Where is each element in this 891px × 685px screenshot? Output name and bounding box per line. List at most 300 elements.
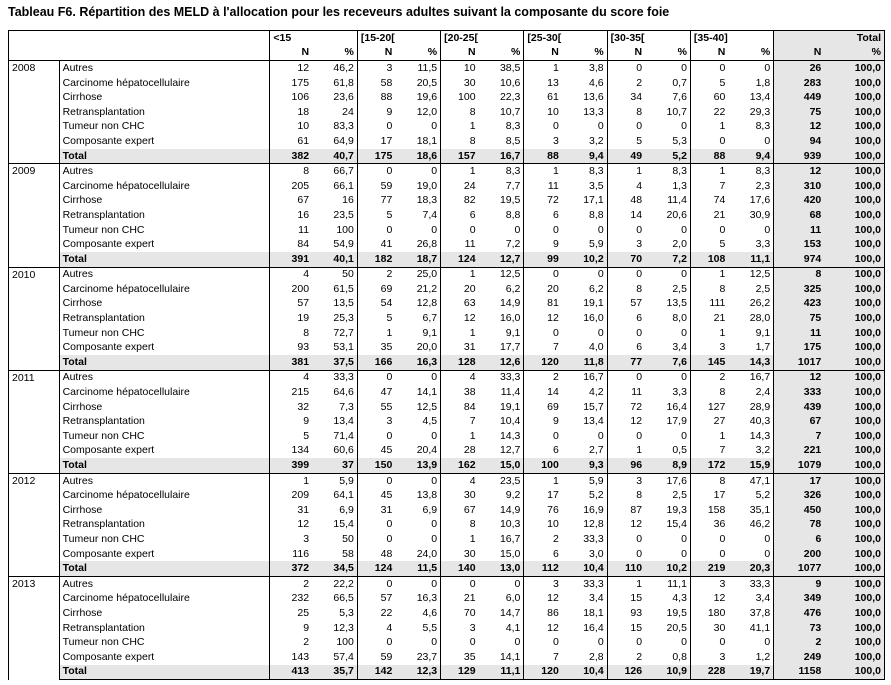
cell-pct: 11,8 [562, 355, 607, 370]
cell-pct: 100,0 [824, 665, 884, 680]
cell-pct: 100,0 [824, 518, 884, 533]
year-cell: 2011 [9, 370, 60, 473]
cell-pct: 12,8 [416, 297, 438, 310]
cell-n: 11 [774, 223, 825, 238]
cell-pct: 18,7 [395, 252, 440, 267]
cell-n: 17 [690, 488, 728, 503]
cell-pct: 16,7 [562, 370, 607, 385]
cell-pct: 8,0 [672, 312, 687, 325]
cell-n: 94 [774, 134, 825, 149]
cell-pct: 8,9 [645, 458, 690, 473]
total-row [9, 561, 885, 576]
cell-pct: 8,3 [562, 164, 607, 179]
cell-pct: 3,3 [672, 386, 687, 399]
table-row [9, 61, 885, 76]
cell-n: 4 [270, 370, 312, 385]
cell-n: 112 [524, 561, 562, 576]
cell-n: 17 [524, 488, 562, 503]
row-label: Carcinome hépatocellulaire [62, 386, 190, 399]
cell-pct: 100,0 [824, 355, 884, 370]
cell-pct: 4,3 [672, 592, 687, 605]
cell-pct: 11,4 [500, 386, 521, 399]
cell-pct: 29,3 [749, 105, 771, 118]
cell-pct: 46,2 [749, 518, 771, 531]
cell-pct: 14,9 [499, 297, 521, 310]
sub-header-n: N [607, 46, 645, 61]
table-row [9, 179, 885, 194]
cell-pct: 10,9 [645, 665, 690, 680]
cell-n: 2 [524, 370, 562, 385]
year-cell: 2009 [9, 164, 60, 267]
row-label: Carcinome hépatocellulaire [62, 76, 190, 89]
sub-header-pct: % [395, 46, 440, 61]
cell-n: 75 [774, 105, 825, 120]
cell-pct: 40,1 [312, 252, 357, 267]
cell-pct: 100,0 [824, 576, 884, 591]
cell-n: 1 [607, 444, 645, 459]
cell-pct: 1,7 [755, 341, 771, 354]
cell-n: 22 [690, 105, 728, 120]
cell-pct: 100,0 [824, 223, 884, 238]
row-label: Cirrhose [62, 503, 103, 516]
cell-n: 8 [270, 326, 312, 341]
year-cell: 2012 [9, 473, 60, 576]
cell-pct: 8,3 [505, 120, 521, 133]
cell-n: 30 [441, 76, 479, 91]
row-label: Cirrhose [62, 297, 103, 310]
sub-header-n: N [357, 46, 395, 61]
cell-n: 9 [524, 414, 562, 429]
cell-n: 20 [524, 282, 562, 297]
cell-pct: 8,5 [505, 134, 521, 147]
cell-pct: 12,7 [479, 252, 524, 267]
cell-n: 5 [607, 134, 645, 149]
cell-pct: 0 [431, 636, 438, 649]
header-blank [9, 31, 60, 46]
cell-pct: 12,0 [416, 105, 438, 118]
cell-pct: 100,0 [824, 90, 884, 105]
cell-pct: 10,4 [499, 415, 521, 428]
cell-pct: 100,0 [824, 385, 884, 400]
cell-n: 1 [690, 429, 728, 444]
cell-n: 0 [607, 223, 645, 238]
row-label: Carcinome hépatocellulaire [62, 179, 190, 192]
cell-pct: 4,5 [422, 415, 438, 428]
cell-pct: 64,1 [333, 489, 354, 502]
cell-n: 99 [524, 252, 562, 267]
cell-pct: 3,2 [589, 134, 604, 147]
cell-pct: 5,9 [589, 238, 604, 251]
cell-n: 8 [270, 164, 312, 179]
cell-n: 0 [690, 532, 728, 547]
cell-pct: 18,1 [583, 606, 604, 619]
cell-n: 0 [524, 326, 562, 341]
cell-pct: 24,0 [416, 547, 438, 560]
cell-n: 129 [441, 665, 479, 680]
group-header: [30-35[ [607, 31, 690, 46]
cell-n: 100 [441, 90, 479, 105]
cell-pct: 0 [479, 576, 524, 591]
cell-pct: 0 [597, 429, 604, 442]
cell-n: 450 [774, 503, 825, 518]
cell-pct: 46,2 [312, 61, 357, 76]
cell-pct: 19,3 [666, 503, 687, 516]
cell-n: 1017 [774, 355, 825, 370]
cell-pct: 9,4 [562, 149, 607, 164]
cell-n: 11 [607, 385, 645, 400]
cell-pct: 20,5 [666, 621, 687, 634]
cell-n: 382 [270, 149, 312, 164]
cell-n: 111 [690, 297, 728, 312]
cell-n: 16 [270, 208, 312, 223]
cell-pct: 1,8 [755, 76, 771, 89]
cell-pct: 4,0 [589, 341, 604, 354]
cell-n: 12 [774, 370, 825, 385]
cell-pct: 0 [764, 547, 771, 560]
cell-pct: 11,1 [728, 252, 773, 267]
cell-n: 67 [270, 194, 312, 209]
row-label: Tumeur non CHC [62, 120, 145, 133]
cell-n: 26 [774, 61, 825, 76]
cell-n: 61 [524, 90, 562, 105]
cell-n: 0 [357, 576, 395, 591]
cell-n: 12 [441, 311, 479, 326]
cell-pct: 22,3 [499, 91, 521, 104]
sub-header-n: N [270, 46, 312, 61]
cell-n: 0 [607, 267, 645, 282]
cell-n: 1 [441, 120, 479, 135]
cell-n: 8 [607, 282, 645, 297]
cell-pct: 10,2 [562, 252, 607, 267]
cell-n: 1 [441, 326, 479, 341]
cell-n: 0 [441, 635, 479, 650]
cell-n: 8 [690, 282, 728, 297]
cell-pct: 54,9 [333, 238, 354, 251]
cell-n: 5 [270, 429, 312, 444]
row-label: Autres [59, 164, 270, 179]
cell-pct: 4,6 [422, 606, 438, 619]
cell-pct: 7,7 [505, 179, 521, 192]
header-blank-label [59, 46, 270, 61]
cell-pct: 47,1 [728, 473, 773, 488]
cell-pct: 3,4 [589, 592, 604, 605]
cell-pct: 100,0 [824, 650, 884, 665]
sub-header-pct: % [728, 46, 773, 61]
cell-pct: 0 [395, 164, 440, 179]
cell-n: 31 [441, 340, 479, 355]
cell-pct: 0 [431, 223, 438, 236]
cell-n: 81 [524, 297, 562, 312]
cell-n: 9 [270, 621, 312, 636]
cell-n: 59 [357, 650, 395, 665]
cell-pct: 0,5 [672, 444, 687, 457]
cell-pct: 15,0 [499, 547, 521, 560]
cell-n: 150 [357, 458, 395, 473]
cell-pct: 100,0 [824, 311, 884, 326]
sub-header-n: N [524, 46, 562, 61]
cell-n: 77 [607, 355, 645, 370]
cell-pct: 19,6 [416, 91, 438, 104]
cell-pct: 33,3 [728, 576, 773, 591]
cell-n: 24 [441, 179, 479, 194]
cell-n: 0 [524, 223, 562, 238]
row-label: Composante expert [62, 341, 155, 354]
cell-n: 1 [690, 326, 728, 341]
cell-pct: 33,3 [312, 370, 357, 385]
cell-pct: 6,9 [422, 503, 438, 516]
cell-n: 391 [270, 252, 312, 267]
cell-pct: 15,7 [583, 400, 604, 413]
table-row [9, 282, 885, 297]
cell-n: 4 [357, 621, 395, 636]
cell-pct: 40,3 [749, 415, 771, 428]
cell-pct: 19,1 [583, 297, 604, 310]
cell-n: 153 [774, 237, 825, 252]
total-row [9, 252, 885, 267]
cell-pct: 16,3 [395, 355, 440, 370]
cell-pct: 0 [681, 636, 687, 649]
cell-pct: 100,0 [824, 429, 884, 444]
cell-n: 423 [774, 297, 825, 312]
cell-n: 310 [774, 179, 825, 194]
cell-n: 283 [774, 76, 825, 91]
cell-pct: 19,1 [499, 400, 521, 413]
cell-pct: 24 [342, 105, 354, 118]
cell-n: 0 [441, 223, 479, 238]
year-cell: 2013 [9, 576, 60, 679]
cell-n: 93 [607, 606, 645, 621]
cell-n: 31 [357, 503, 395, 518]
table-row [9, 105, 885, 120]
cell-pct: 53,1 [333, 341, 354, 354]
cell-pct: 4,2 [589, 386, 604, 399]
table-row [9, 164, 885, 179]
cell-n: 12 [607, 414, 645, 429]
cell-pct: 20,3 [728, 561, 773, 576]
row-label: Tumeur non CHC [62, 429, 145, 442]
cell-n: 58 [357, 76, 395, 91]
cell-n: 9 [774, 576, 825, 591]
cell-pct: 17,9 [666, 415, 687, 428]
cell-n: 1077 [774, 561, 825, 576]
row-label: Composante expert [62, 650, 155, 663]
cell-pct: 3,3 [755, 238, 771, 251]
row-label: Composante expert [62, 238, 155, 251]
cell-pct: 0 [597, 326, 604, 339]
cell-n: 69 [524, 400, 562, 415]
cell-pct: 7,3 [339, 400, 354, 413]
cell-pct: 1,3 [672, 179, 687, 192]
cell-n: 0 [607, 370, 645, 385]
cell-pct: 0 [395, 576, 440, 591]
cell-n: 3 [690, 340, 728, 355]
cell-pct: 9,3 [562, 458, 607, 473]
cell-n: 30 [441, 547, 479, 562]
cell-pct: 6,9 [339, 503, 354, 516]
cell-n: 9 [270, 414, 312, 429]
header-row-groups [9, 31, 885, 46]
table-row [9, 297, 885, 312]
cell-n: 175 [270, 76, 312, 91]
cell-pct: 8,3 [645, 164, 690, 179]
cell-n: 88 [690, 149, 728, 164]
cell-pct: 0 [562, 267, 607, 282]
cell-n: 0 [357, 635, 395, 650]
cell-n: 36 [690, 518, 728, 533]
table-row [9, 326, 885, 341]
cell-pct: 0 [395, 370, 440, 385]
cell-pct: 0 [431, 518, 438, 531]
cell-pct: 0 [645, 61, 690, 76]
cell-n: 7 [524, 340, 562, 355]
cell-n: 5 [357, 311, 395, 326]
cell-n: 2 [357, 267, 395, 282]
cell-n: 0 [524, 267, 562, 282]
cell-n: 0 [607, 326, 645, 341]
cell-n: 60 [690, 90, 728, 105]
table-row [9, 414, 885, 429]
total-label: Total [59, 458, 270, 473]
cell-pct: 11,5 [395, 61, 440, 76]
cell-n: 157 [441, 149, 479, 164]
cell-n: 325 [774, 282, 825, 297]
cell-n: 108 [690, 252, 728, 267]
cell-pct: 3,4 [755, 592, 771, 605]
cell-pct: 8,8 [589, 208, 604, 221]
cell-n: 7 [774, 429, 825, 444]
cell-pct: 19,5 [499, 194, 521, 207]
table-row [9, 621, 885, 636]
cell-pct: 100,0 [824, 134, 884, 149]
cell-n: 78 [774, 518, 825, 533]
cell-pct: 100 [336, 636, 354, 649]
cell-pct: 2,0 [672, 238, 687, 251]
cell-n: 93 [270, 340, 312, 355]
cell-n: 0 [690, 223, 728, 238]
cell-pct: 13,5 [333, 297, 354, 310]
cell-pct: 3,0 [589, 547, 604, 560]
cell-n: 54 [357, 297, 395, 312]
cell-pct: 0 [764, 636, 771, 649]
table-row [9, 237, 885, 252]
cell-n: 106 [270, 90, 312, 105]
cell-n: 2 [270, 635, 312, 650]
cell-n: 57 [357, 592, 395, 607]
table-row [9, 370, 885, 385]
cell-pct: 41,1 [749, 621, 771, 634]
cell-pct: 16,7 [479, 149, 524, 164]
cell-pct: 0 [431, 120, 438, 133]
cell-n: 126 [607, 665, 645, 680]
cell-n: 17 [357, 134, 395, 149]
cell-pct: 100,0 [824, 488, 884, 503]
cell-pct: 4,6 [589, 76, 604, 89]
cell-n: 8 [441, 105, 479, 120]
cell-n: 35 [357, 340, 395, 355]
cell-pct: 12,5 [728, 267, 773, 282]
cell-n: 11 [270, 223, 312, 238]
cell-pct: 7,6 [672, 91, 687, 104]
cell-n: 21 [441, 592, 479, 607]
table-body [9, 31, 885, 680]
cell-n: 0 [357, 164, 395, 179]
cell-pct: 23,5 [479, 473, 524, 488]
cell-n: 6 [524, 547, 562, 562]
table-row [9, 194, 885, 209]
cell-pct: 0 [681, 223, 687, 236]
row-label: Autres [59, 370, 270, 385]
cell-pct: 0 [597, 120, 604, 133]
cell-pct: 100,0 [824, 267, 884, 282]
cell-pct: 66,1 [333, 179, 354, 192]
cell-n: 45 [357, 488, 395, 503]
cell-n: 3 [690, 576, 728, 591]
cell-pct: 100,0 [824, 547, 884, 562]
cell-pct: 100,0 [824, 621, 884, 636]
cell-pct: 22,2 [312, 576, 357, 591]
cell-pct: 100,0 [824, 444, 884, 459]
cell-n: 1 [690, 164, 728, 179]
cell-pct: 100,0 [824, 635, 884, 650]
cell-pct: 12,3 [395, 665, 440, 680]
cell-pct: 16,4 [583, 621, 604, 634]
cell-pct: 100,0 [824, 473, 884, 488]
cell-n: 205 [270, 179, 312, 194]
total-label: Total [59, 252, 270, 267]
table-row [9, 488, 885, 503]
cell-pct: 5,9 [562, 473, 607, 488]
cell-n: 162 [441, 458, 479, 473]
cell-pct: 3,2 [755, 444, 771, 457]
cell-pct: 12,3 [333, 621, 354, 634]
total-row [9, 149, 885, 164]
cell-n: 0 [607, 61, 645, 76]
cell-n: 8 [690, 473, 728, 488]
cell-n: 1 [690, 267, 728, 282]
cell-n: 63 [441, 297, 479, 312]
cell-n: 0 [441, 576, 479, 591]
cell-pct: 72,7 [333, 326, 354, 339]
row-label: Retransplantation [62, 621, 145, 634]
cell-n: 1 [524, 61, 562, 76]
cell-pct: 12,5 [479, 267, 524, 282]
cell-n: 70 [607, 252, 645, 267]
cell-pct: 10,7 [499, 105, 521, 118]
cell-n: 82 [441, 194, 479, 209]
cell-pct: 14,3 [728, 355, 773, 370]
cell-n: 8 [441, 134, 479, 149]
cell-n: 3 [524, 576, 562, 591]
header-blank-label [59, 31, 270, 46]
cell-pct: 100,0 [824, 120, 884, 135]
cell-n: 1158 [774, 665, 825, 680]
cell-n: 7 [690, 179, 728, 194]
cell-pct: 11,1 [645, 576, 690, 591]
sub-header-n: N [441, 46, 479, 61]
cell-n: 8 [690, 385, 728, 400]
cell-n: 15 [607, 621, 645, 636]
cell-n: 72 [607, 400, 645, 415]
cell-n: 38 [441, 385, 479, 400]
cell-n: 70 [441, 606, 479, 621]
cell-n: 7 [690, 444, 728, 459]
cell-n: 2 [607, 76, 645, 91]
cell-pct: 20,6 [666, 208, 687, 221]
cell-n: 55 [357, 400, 395, 415]
cell-pct: 35,7 [312, 665, 357, 680]
cell-pct: 13,8 [416, 489, 438, 502]
cell-n: 215 [270, 385, 312, 400]
